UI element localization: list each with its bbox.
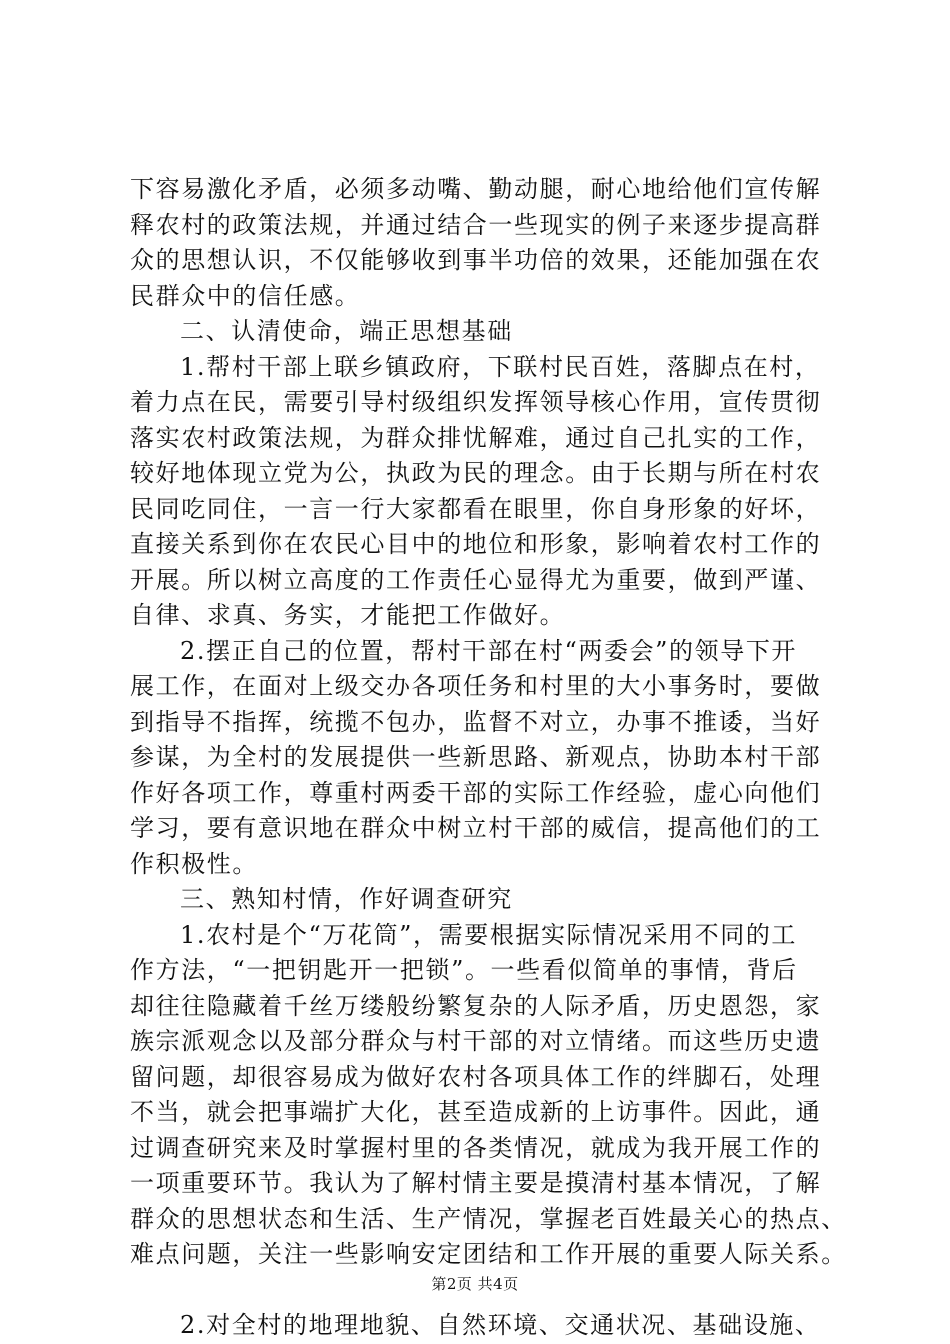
paragraph-start: 1.农村是个“万花筒”，需要根据实际情况采用不同的工 [180,920,798,949]
paragraph-start: 1.帮村干部上联乡镇政府，下联村民百姓，落脚点在村， [180,352,821,381]
text-line: 学习，要有意识地在群众中树立村干部的威信，提高他们的工 [130,814,822,842]
paragraph-start: 2.摆正自己的位置，帮村干部在村“两委会”的领导下开 [180,636,798,665]
text-line: 作方法，“一把钥匙开一把锁”。一些看似简单的事情，背后 [130,956,798,984]
text-line: 落实农村政策法规，为群众排忧解难，通过自己扎实的工作， [130,423,822,452]
text-line: 群众的思想状态和生活、生产情况，掌握老百姓最关心的热点、 [130,1204,847,1233]
text-line: 直接关系到你在农民心目中的地位和形象，影响着农村工作的 [130,530,822,558]
text-line: 较好地体现立党为公，执政为民的理念。由于长期与所在村农 [130,459,822,487]
page-number-footer: 第2页 共4页 [431,1275,519,1293]
text-line: 族宗派观念以及部分群众与村干部的对立情绪。而这些历史遗 [130,1027,822,1055]
text-line: 民同吃同住，一言一行大家都看在眼里，你自身形象的好坏， [130,494,822,523]
paragraph-start: 2.对全村的地理地貌、自然环境、交通状况、基础设施、 [180,1310,821,1339]
section-heading: 三、熟知村情，作好调查研究 [180,885,513,913]
text-line: 下容易激化矛盾，必须多动嘴、勤动腿，耐心地给他们宣传解 [130,175,822,203]
text-line: 到指导不指挥，统揽不包办，监督不对立，办事不推诿，当好 [130,707,822,736]
text-line: 留问题，却很容易成为做好农村各项具体工作的绊脚石，处理 [130,1062,822,1091]
section-heading: 二、认清使命，端正思想基础 [180,317,513,345]
text-line: 却往往隐藏着千丝万缕般纷繁复杂的人际矛盾，历史恩怨，家 [130,991,822,1020]
document-body [130,172,847,1343]
text-line: 展工作，在面对上级交办各项任务和村里的大小事务时，要做 [130,672,822,700]
text-line: 作积极性。 [130,849,258,878]
text-line: 众的思想认识，不仅能够收到事半功倍的效果，还能加强在农 [130,246,822,274]
text-line: 开展。所以树立高度的工作责任心显得尤为重要，做到严谨、 [130,565,822,594]
text-line: 作好各项工作，尊重村两委干部的实际工作经验，虚心向他们 [130,778,822,807]
text-line: 不当，就会把事端扩大化，甚至造成新的上访事件。因此，通 [130,1098,822,1126]
text-line: 自律、求真、务实，才能把工作做好。 [130,601,566,629]
text-line: 参谋，为全村的发展提供一些新思路、新观点，协助本村干部 [130,743,822,771]
text-line: 民群众中的信任感。 [130,281,361,310]
text-line: 难点问题，关注一些影响安定团结和工作开展的重要人际关系。 [130,1240,847,1268]
text-line: 一项重要环节。我认为了解村情主要是摸清村基本情况，了解 [130,1169,822,1197]
text-line: 过调查研究来及时掌握村里的各类情况，就成为我开展工作的 [130,1133,822,1162]
text-line: 着力点在民，需要引导村级组织发挥领导核心作用，宣传贯彻 [130,388,822,416]
text-line: 释农村的政策法规，并通过结合一些现实的例子来逐步提高群 [130,210,822,239]
